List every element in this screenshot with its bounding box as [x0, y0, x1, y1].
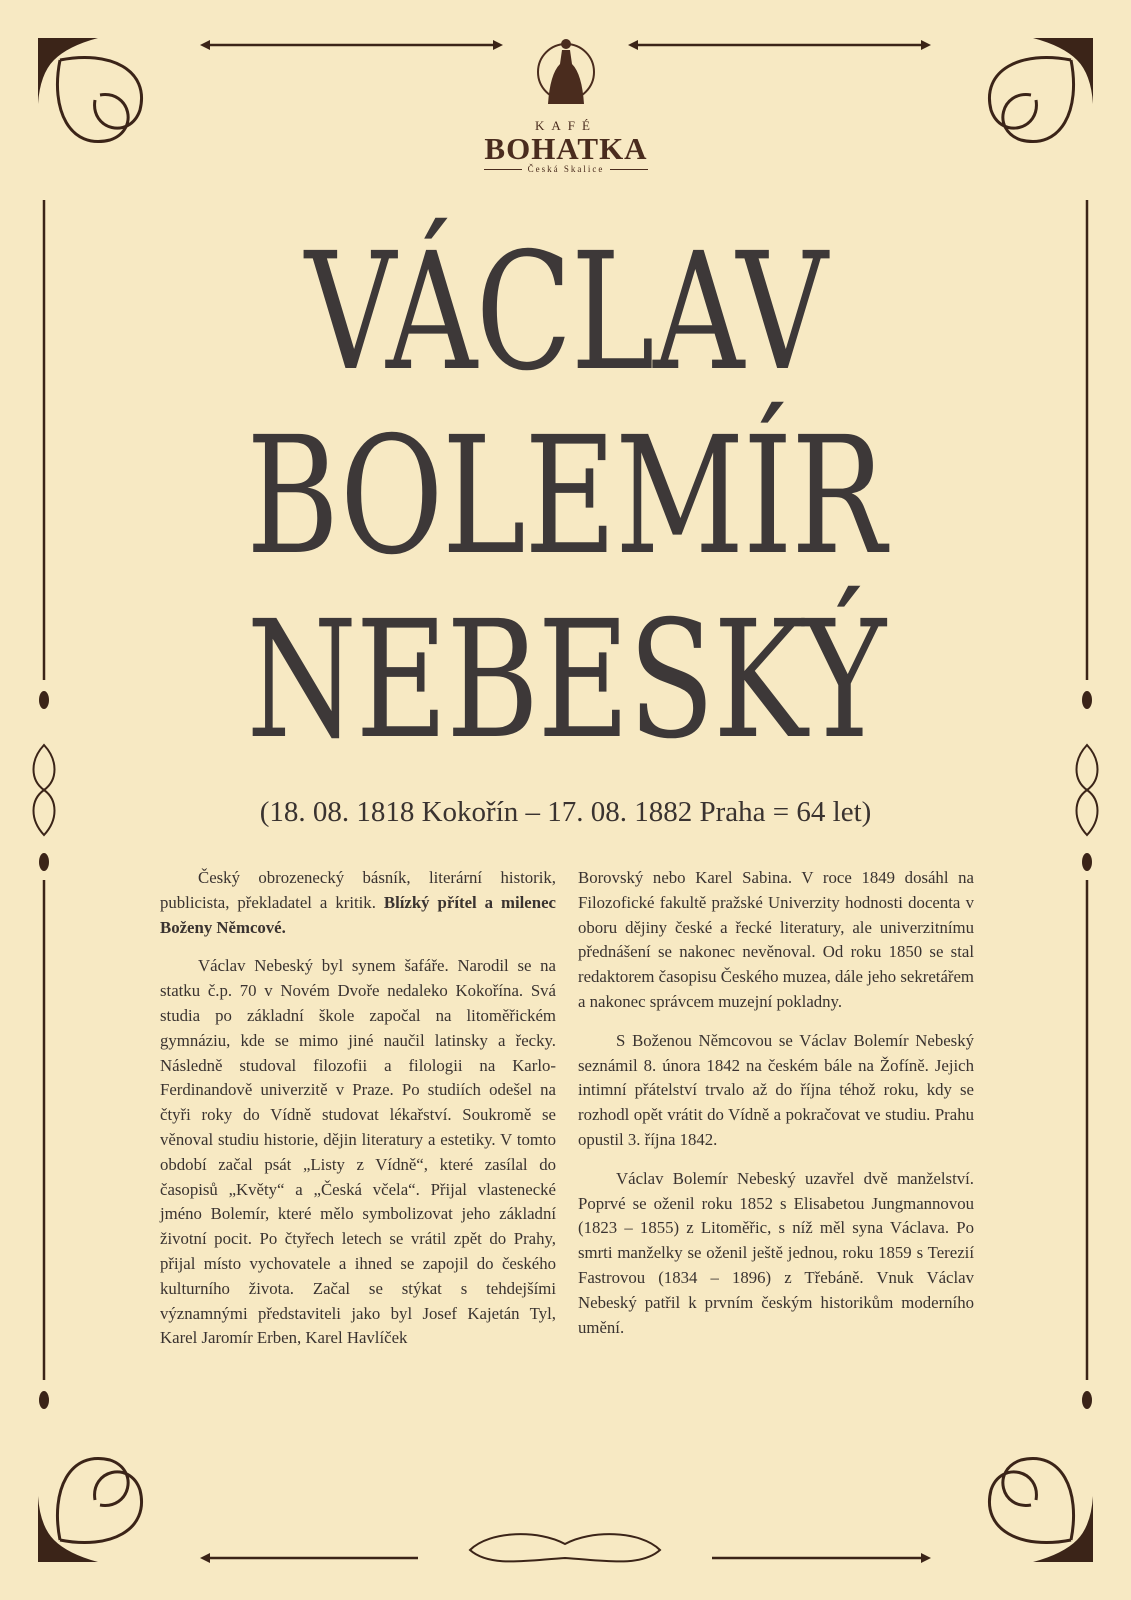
cafe-logo — [466, 30, 666, 190]
lady-silhouette-icon — [536, 30, 596, 114]
biography-paragraph-3: S Boženou Němcovou se Václav Bolemír Nebeský seznámil 8. února 1842 na českém bále na Žofíně. Jejich intimní přátelství trvalo až do října téhož roku, kdy se rozhodl opět vrátit do Vídně a pokračovat ve studiu. Prahu opustil 3. října 1842. — [578, 1030, 974, 1149]
life-dates: (18. 08. 1818 Kokořín – 17. 08. 1882 Praha = 64 let) — [259, 796, 872, 828]
logo-subtitle: Česká Skalice — [466, 164, 666, 174]
left-column — [160, 866, 556, 1365]
biography-paragraph-4: Václav Bolemír Nebeský uzavřel dvě manželství. Poprvé se oženil roku 1852 s Elisabetou Jungmannovou (1823 – 1855) z Litoměřic, s níž měl syna Václava. Po smrti manželky se oženil ještě jednou, roku 1859 s Terezií Fastrovou (1834 – 1896) z Třebáně. Vnuk Václav Nebeský patřil k prvním českým historikům moderního umění. — [578, 1168, 974, 1337]
logo-name: BOHATKA — [484, 131, 648, 166]
intro-paragraph — [160, 866, 556, 940]
biography-paragraph-1: Václav Nebeský byl synem šafáře. Narodil se na statku č.p. 70 v Novém Dvoře nedaleko Kokořína. Svá studia po základní škole započal na litoměřickém gymnáziu, kde se mimo jiné naučil latinsky a řecky. Následně studoval filozofii a filologii na Karlo-Ferdinandově univerzitě v Praze. Po studiích odešel na čtyři roky do Vídně studovat lékařství. Soukromě se věnoval studiu historie, dějin literatury a estetiky. V tomto období začal psát „Listy z Vídně“, které zasílal do časopisů „Květy“ a „Česká včela“. Přijal vlastenecké jméno Bolemír, které mělo symbolizovat jeho základní životní pocit. Po čtyřech letech se vrátil zpět do Prahy, přijal místo vychovatele a ihned se zapojil do českého kulturního života. Začal se stýkat s tehdejšími významnými představiteli jako byl Josef Kajetán Tyl, Karel Jaromír Erben, Karel Havlíček — [160, 956, 556, 1348]
right-column — [578, 866, 974, 1354]
biography-paragraph-2: Borovský nebo Karel Sabina. V roce 1849 dosáhl na Filozofické fakultě pražské Univerzity hodnosti docenta v oboru dějiny české a řecké literatury, ale univerzitnímu přednášení se nakonec nevěnoval. Od roku 1850 se stal redaktorem časopisu Českého muzea, dále jeho sekretářem a nakonec správcem muzejní pokladny. — [578, 868, 974, 1011]
title-line-3: NEBESKÝ — [246, 587, 885, 775]
title-line-2: BOLEMÍR — [246, 403, 885, 591]
logo-kafe: KAFÉ — [535, 118, 597, 133]
title-line-1: VÁCLAV — [304, 219, 827, 407]
intro-text: Český obrozenecký básník, literární historik, publicista, překladatel a kritik. — [160, 868, 556, 912]
intro-bold: Blízký přítel a milenec Boženy Němcové. — [160, 892, 556, 937]
